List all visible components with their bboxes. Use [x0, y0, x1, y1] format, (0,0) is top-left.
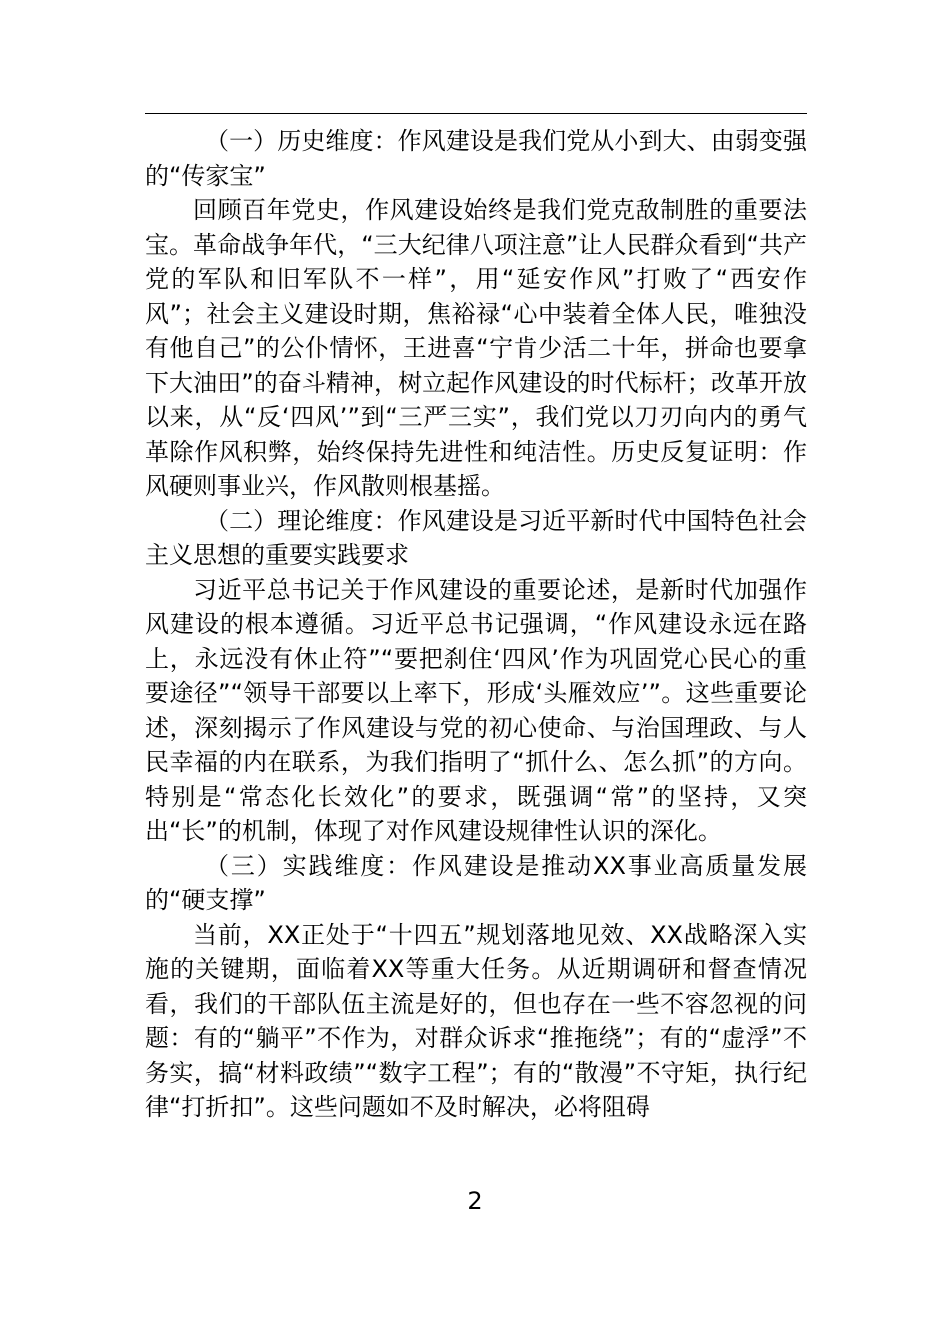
- header-rule: [145, 113, 807, 114]
- document-body: [145, 124, 807, 1125]
- paragraph-theory: 习近平总书记关于作风建设的重要论述，是新时代加强作风建设的根本遵循。习近平总书记强调，“作风建设永远在路上，永远没有休止符”“要把刹住‘四风’作为巩固党心民心的重要途径”“领导干部要以上率下，形成‘头雁效应’”。这些重要论述，深刻揭示了作风建设与党的初心使命、与治国理政、与人民幸福的内在联系，为我们指明了“抓什么、怎么抓”的方向。特别是“常态化长效化”的要求，既强调“常”的坚持，又突出“长”的机制，体现了对作风建设规律性认识的深化。: [145, 575, 807, 845]
- paragraph-history: 回顾百年党史，作风建设始终是我们党克敌制胜的重要法宝。革命战争年代，“三大纪律八项注意”让人民群众看到“共产党的军队和旧军队不一样”，用“延安作风”打败了“西安作风”；社会主义建设时期，焦裕禄“心中装着全体人民，唯独没有他自己”的公仆情怀，王进喜“宁肯少活二十年，拼命也要拿下大油田”的奋斗精神，树立起作风建设的时代标杆；改革开放以来，从“反‘四风’”到“三严三实”，我们党以刀刃向内的勇气革除作风积弊，始终保持先进性和纯洁性。历史反复证明：作风硬则事业兴，作风散则根基摇。: [145, 196, 807, 500]
- paragraph-practice: 当前，XX正处于“十四五”规划落地见效、XX战略深入实施的关键期，面临着XX等重大任务。从近期调研和督查情况看，我们的干部队伍主流是好的，但也存在一些不容忽视的问题：有的“躺平”不作为，对群众诉求“推拖绕”；有的“虚浮”不务实，搞“材料政绩”“数字工程”；有的“散漫”不守矩，执行纪律“打折扣”。这些问题如不及时解决，必将阻碍: [145, 920, 807, 1121]
- section-heading-theory: （二）理论维度：作风建设是习近平新时代中国特色社会主义思想的重要实践要求: [145, 506, 807, 569]
- section-heading-history: （一）历史维度：作风建设是我们党从小到大、由弱变强的“传家宝”: [145, 127, 807, 190]
- page-number: 2: [467, 1187, 483, 1215]
- section-heading-practice: （三）实践维度：作风建设是推动XX事业高质量发展的“硬支撑”: [145, 851, 807, 914]
